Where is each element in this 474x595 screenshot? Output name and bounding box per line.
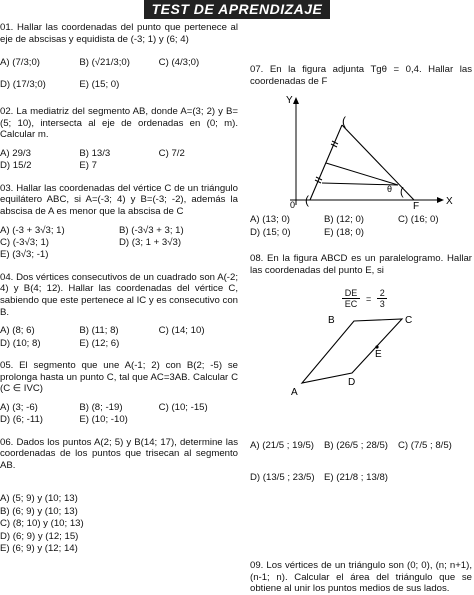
ratio-numerator: DE [344,288,358,299]
option-c[interactable]: C) (7/5 ; 8/5) [398,440,452,452]
question-07 [250,64,472,239]
option-c[interactable]: C) (4/3;0) [158,57,200,69]
options [0,325,238,350]
vertex-a-label: A [291,387,298,399]
triangle-diagram [250,87,472,209]
origin-label: 0 [290,200,296,210]
option-b[interactable]: B) (12; 0) [324,214,364,226]
point-f-label: F [413,201,420,210]
options [0,148,238,173]
option-c[interactable]: C) (10; -15) [158,401,208,413]
triangle-figure [250,87,472,212]
option-b[interactable]: B) (6; 9) y (10; 13) [0,505,78,517]
vertex-d-label: D [348,377,356,389]
y-axis-label: Y [286,95,293,107]
question-text: 08. En la figura ABCD es un paralelogramo. Hallar las coordenadas del punto E, si [250,253,472,276]
vertex-b-label: B [328,315,335,327]
option-d[interactable]: D) (10; 8) [0,337,41,349]
ratio-value-denominator: 3 [379,299,385,310]
option-c[interactable]: C) 7/2 [158,147,185,159]
option-b[interactable]: B) (8; -19) [79,401,123,413]
question-05 [0,360,238,427]
option-e[interactable]: E) (21/8 ; 13/8) [324,472,388,484]
question-08 [250,253,472,494]
options [0,493,238,555]
option-b[interactable]: B) (√21/3;0) [79,57,130,69]
question-04 [0,272,238,350]
option-b[interactable]: B) (-3√3 + 3; 1) [119,224,184,236]
option-b[interactable]: B) 13/3 [79,147,111,159]
vertex-c-label: C [405,315,413,327]
parallelogram-diagram [250,309,472,405]
option-d[interactable]: D) (3; 1 + 3√3) [119,236,182,248]
question-text: 06. Dados los puntos A(2; 5) y B(14; 17), determine las coordenadas de los puntos que trisecan al segmento AB. [0,436,238,471]
option-c[interactable]: C) (-3√3; 1) [0,236,49,248]
option-a[interactable]: A) (7/3;0) [0,57,40,69]
question-text: 02. La mediatriz del segmento AB, donde A=(3; 2) y B=(5; 10), intersecta al eje de ordenadas en (0; m). Calcular m. [0,106,238,141]
option-d[interactable]: D) 15/2 [0,160,32,172]
option-d[interactable]: D) (6; 9) y (12; 15) [0,530,79,542]
option-a[interactable]: A) (21/5 ; 19/5) [250,440,314,452]
question-02 [0,106,238,173]
option-a[interactable]: A) (5; 9) y (10; 13) [0,493,78,505]
option-d[interactable]: D) (15; 0) [250,226,291,238]
point-e-label: E [375,349,382,361]
option-b[interactable]: B) (26/5 ; 28/5) [324,440,388,452]
options [250,430,472,494]
question-09 [250,560,472,595]
option-a[interactable]: A) 29/3 [0,147,31,159]
parallelogram-figure [250,309,472,408]
option-d[interactable]: D) (13/5 ; 23/5) [250,472,315,484]
option-e[interactable]: E) (3√3; -1) [0,249,49,261]
question-text: 09. Los vértices de un triángulo son (0; 0), (n; n+1), (n-1; n). Calcular el área del triángulo que se obtiene al unir los puntos medios de sus lados. [250,560,472,595]
option-a[interactable]: A) (3; -6) [0,401,38,413]
options [0,402,238,427]
left-column [0,22,238,565]
option-d[interactable]: D) (6; -11) [0,414,43,426]
option-c[interactable]: C) (14; 10) [158,325,205,337]
question-03 [0,183,238,262]
option-a[interactable]: A) (8; 6) [0,325,35,337]
option-e[interactable]: E) (10; -10) [79,414,128,426]
question-01 [0,22,238,96]
angle-mark: ( [342,114,346,129]
option-c[interactable]: C) (16; 0) [398,214,439,226]
option-e[interactable]: E) (15; 0) [79,79,120,91]
question-text: 01. Hallar las coordenadas del punto que pertenece al eje de abscisas y equidista de (-3; 1) y (6; 4) [0,22,238,45]
x-axis-label: X [446,196,453,208]
option-d[interactable]: D) (17/3;0) [0,79,46,91]
ratio-value-numerator: 2 [379,288,385,299]
option-a[interactable]: A) (13; 0) [250,214,290,226]
right-column [250,64,472,504]
theta-label: θ [387,184,393,195]
question-text: 03. Hallar las coordenadas del vértice C de un triángulo equilátero ABC, si A=(-3; 4) y B=(-3; -2), además la abscisa de A es menor que la abscisa de C [0,182,238,217]
options [0,225,238,262]
option-b[interactable]: B) (11; 8) [79,325,119,337]
options [0,52,238,96]
question-06 [0,437,238,556]
options [250,214,472,239]
option-e[interactable]: E) (12; 6) [79,337,120,349]
option-e[interactable]: E) (6; 9) y (12; 14) [0,542,78,554]
question-text: 05. El segmento que une A(-1; 2) con B(2; -5) se prolonga hasta un punto C, tal que AC=3AB. Calcular C (C ∈ IVC) [0,359,238,395]
question-text: 04. Dos vértices consecutivos de un cuadrado son A(-2; 4) y B(4; 12). Hallar las coordenadas del vértice C, sabiendo que este pertenece al IC y es consecutivo con B. [0,271,238,318]
option-e[interactable]: E) (18; 0) [324,226,364,238]
angle-mark: ( [305,193,309,208]
ratio-formula: DE EC = 2 3 [342,288,472,309]
page-title: TEST DE APRENDIZAJE [0,0,474,19]
ratio-denominator: EC [344,299,358,310]
angle-mark: ( [400,186,404,199]
option-c[interactable]: C) (8; 10) y (10; 13) [0,518,84,530]
option-e[interactable]: E) 7 [79,160,97,172]
question-text: 07. En la figura adjunta Tgθ = 0,4. Hallar las coordenadas de F [250,64,472,87]
option-a[interactable]: A) (-3 + 3√3; 1) [0,224,65,236]
